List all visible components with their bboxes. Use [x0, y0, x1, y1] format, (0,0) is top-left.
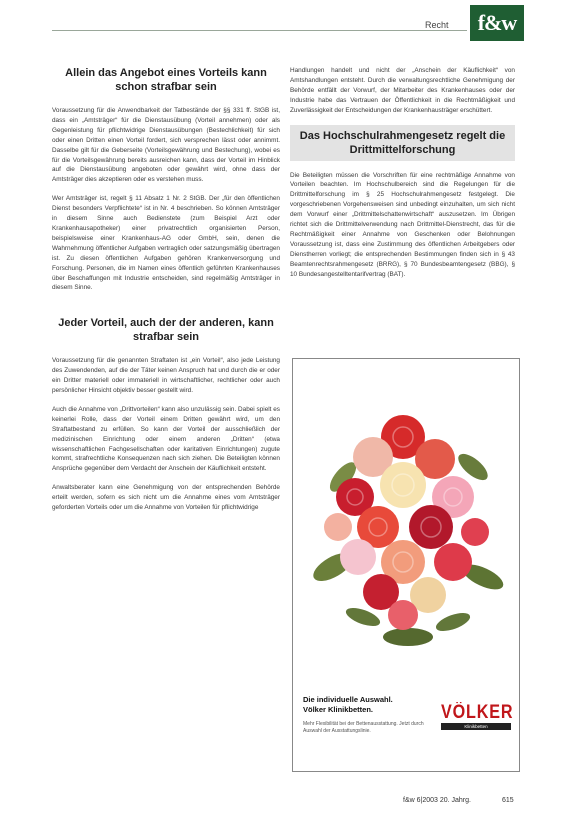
header-rule: [52, 30, 467, 31]
brand-bar: Klinikbetten: [441, 723, 511, 730]
flower-bouquet-image: [303, 367, 509, 667]
ad-headline: Die individuelle Auswahl.: [303, 695, 393, 704]
advertisement: [292, 358, 520, 772]
paragraph: Anwaltsberater kann eine Genehmigung von der entsprechenden Behörde erteilt werden, sofern es sich nicht um die Annahme eines vom Amtsträger geforderten Vorteils oder um die Annahme von Vorteilen für pflichtwidrige: [52, 484, 280, 512]
paragraph: Voraussetzung für die Anwendbarkeit der Tatbestände der §§ 331 ff. StGB ist, dass ein „Amtsträger“ für die Dienstausübung (Vorteil annehmen) oder als Gegenleistung für pflichtwidrige Dienstausübungen (Bestechlichkeit) für sich oder einen Dritten einen Vorteil fordert, sich versprechen lässt oder annimmt. Dasselbe gilt für die Geberseite (Vorteilsgewährung und Bestechung), wobei es für die Vorteilsgewährung bereits ausreichen kann, dass der Vorteil im Hinblick auf die Dienstausübung angeboten oder gewährt wird, ohne dass der Amtsträger dies akzeptieren oder es verstehen muss.: [52, 107, 280, 184]
paragraph: Die Beteiligten müssen die Vorschriften für eine rechtmäßige Annahme von Vorteilen beachten. Im Hochschulbereich sind die Regelungen für die Drittmittelforschung im § 25 Hochschulrahmengesetz festgelegt. Die vorgeschriebenen Vorgehensweisen sind unbedingt einzuhalten, um sich nicht dem Vorwurf einer „Drittmittelschattenwirtschaft“ auszusetzen. Im Übrigen richtet sich die Drittmittelverwendung nach Drittmittel-Dienstrecht, das für die Rechtmäßigkeit einer Annahme von Geschenken oder Belohnungen Voraussetzung ist, dass eine Zustimmung des öffentlichen Arbeitgebers oder Dienstherren vorliegt; die entsprechenden Bestimmungen finden sich in § 43 Beamtenrechtsrahmengesetz (BRRG), § 70 Bundesbeamtengesetz (BBG), § 10 Bundesangestelltentarifvertrag (BAT).: [290, 171, 515, 278]
ad-subline: Völker Klinikbetten.: [303, 705, 374, 714]
brand-wordmark: VÖLKER: [441, 702, 514, 723]
left-column: [52, 66, 280, 522]
ad-copy: [303, 695, 433, 735]
voelker-logo: [441, 702, 514, 730]
right-column: [290, 66, 515, 289]
page-number: 615: [502, 797, 514, 804]
issue-info: f&w 6|2003 20. Jahrg.: [403, 797, 471, 804]
subheading-hochschulrahmengesetz: Das Hochschulrahmengesetz regelt die Drittmittelforschung: [290, 125, 515, 161]
ad-tagline: Mehr Flexibilität bei der Bettenausstattung. Jetzt durch Auswahl der Ausstattungslinie.: [303, 721, 424, 734]
journal-logo: f&w: [470, 5, 524, 41]
section-label: Recht: [425, 20, 449, 30]
subheading-vorteil-angebot: Allein das Angebot eines Vorteils kann schon strafbar sein: [65, 67, 267, 93]
paragraph: Wer Amtsträger ist, regelt § 11 Absatz 1 Nr. 2 StGB. Der „für den öffentlichen Dienst besonders Verpflichtete“ ist in Nr. 4 beschrieben. So können Amtsträger in diesem Sinne auch Bedienstete (zum Beispiel Arzt oder Krankenhausapotheker) einer privatrechtlich organisierten Person, beispielsweise einer Krankenhaus-AG oder GmbH, sein, denen die Wahrnehmung öffentlicher Aufgaben vertraglich oder satzungsmäßig übertragen ist. Zu diesen öffentlichen Aufgaben gehören Krankenversorgung und Forschung. Personen, die im Namen eines öffentlich geführten Krankenhauses über Beschaffungen mit Industrie entscheiden, sind regelmäßig Amtsträger in diesem Sinne.: [52, 195, 280, 292]
subheading-jeder-vorteil: Jeder Vorteil, auch der der anderen, kann strafbar sein: [58, 317, 274, 344]
paragraph: Handlungen handelt und nicht der „Anschein der Käuflichkeit“ von Amtshandlungen entsteht. Durch die verwaltungsrechtliche Genehmigung der Behörde entfällt der Vorwurf, der Mitarbeiter des Krankenhauses oder der Industrie habe das Vertrauen der Öffentlichkeit in die Rechtmäßigkeit und Zuverlässigkeit der Entscheidungen der Krankenhausträger erschüttert.: [290, 67, 515, 114]
paragraph: Auch die Annahme von „Drittvorteilen“ kann also unzulässig sein. Dabei spielt es keinerlei Rolle, dass der Vorteil einem Dritten gewährt wird, um den Straftatbestand zu erfüllen. So kann der Vorteil der ausschließlich der medizinischen Einrichtung oder einem anderen „Dritten“ (etwa wissenschaftlichen Fachgesellschaften oder karitativen Einrichtungen) zugute kommt, strafrechtliche Konsequenzen nach sich ziehen. Die Beteiligten können Ansprüche gegenüber dem Verdacht der Anschein der Käuflichkeit entsteht.: [52, 405, 280, 473]
paragraph: Voraussetzung für die genannten Straftaten ist „ein Vorteil“, also jede Leistung des Zuwendenden, auf die der Täter keinen Anspruch hat und durch die er oder ein Dritter materiell oder immateriell in wirtschaftlicher, rechtlicher oder auch persönlicher Hinsicht objektiv besser gestellt wird.: [52, 357, 280, 395]
